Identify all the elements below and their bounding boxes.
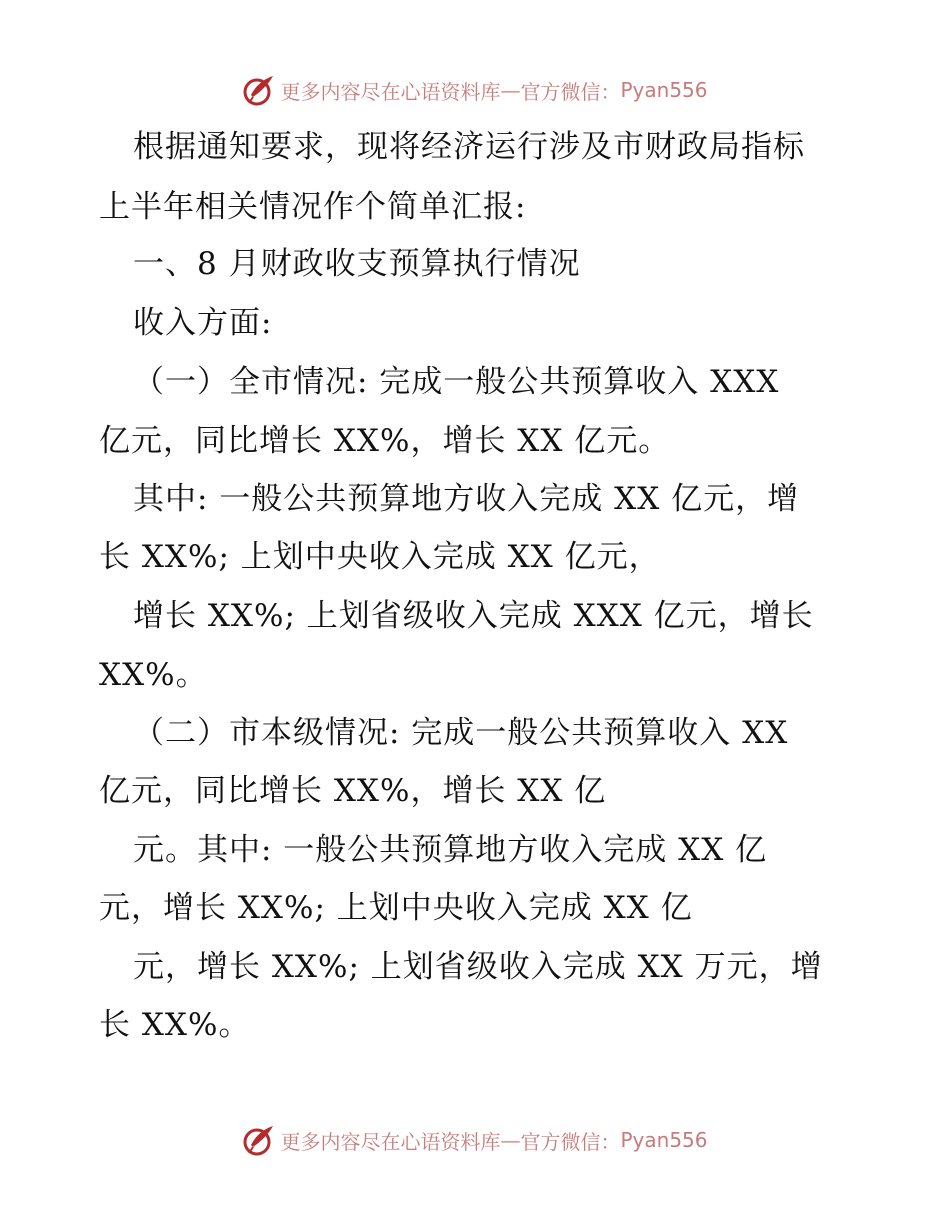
banner-wechat-label: 官方微信： xyxy=(520,1129,621,1154)
quill-logo-icon xyxy=(242,73,276,107)
body-line-12: 亿元，同比增长 XX%，增长 XX 亿 xyxy=(99,773,607,809)
body-line-5: （一）全市情况: 完成一般公共预算收入 XXX xyxy=(133,364,780,400)
body-line-11: （二）市本级情况: 完成一般公共预算收入 XX xyxy=(133,715,789,751)
section-heading-1: 一、8 月财政收支预算执行情况 xyxy=(133,246,581,282)
header-watermark-banner xyxy=(0,70,950,110)
body-line-10: XX%。 xyxy=(99,657,208,693)
footer-watermark-banner xyxy=(0,1120,950,1160)
subheading-revenue: 收入方面: xyxy=(133,305,273,341)
body-line-13: 元。其中: 一般公共预算地方收入完成 XX 亿 xyxy=(133,832,768,868)
banner-dash: — xyxy=(500,78,521,102)
quill-logo-icon xyxy=(242,1123,276,1157)
banner-site-text: 更多内容尽在心语资料库 xyxy=(280,79,501,104)
body-line-9: 增长 XX%; 上划省级收入完成 XXX 亿元，增长 xyxy=(133,598,814,634)
banner-dash: — xyxy=(500,1128,521,1152)
body-line-2: 上半年相关情况作个简单汇报: xyxy=(99,189,527,225)
body-line-15: 元，增长 XX%; 上划省级收入完成 XX 万元，增 xyxy=(133,949,823,985)
banner-site-text: 更多内容尽在心语资料库 xyxy=(280,1129,501,1154)
body-line-7: 其中: 一般公共预算地方收入完成 XX 亿元，增 xyxy=(133,481,800,517)
body-line-8: 长 XX%; 上划中央收入完成 XX 亿元， xyxy=(99,539,661,575)
body-line-14: 元，增长 XX%; 上划中央收入完成 XX 亿 xyxy=(99,890,693,926)
banner-wechat-id: Pyan556 xyxy=(620,78,708,102)
body-line-6: 亿元，同比增长 XX%，增长 XX 亿元。 xyxy=(99,423,671,459)
body-line-16: 长 XX%。 xyxy=(99,1007,251,1043)
banner-wechat-label: 官方微信： xyxy=(520,79,621,104)
body-line-1: 根据通知要求，现将经济运行涉及市财政局指标 xyxy=(133,129,805,165)
banner-wechat-id: Pyan556 xyxy=(620,1128,708,1152)
